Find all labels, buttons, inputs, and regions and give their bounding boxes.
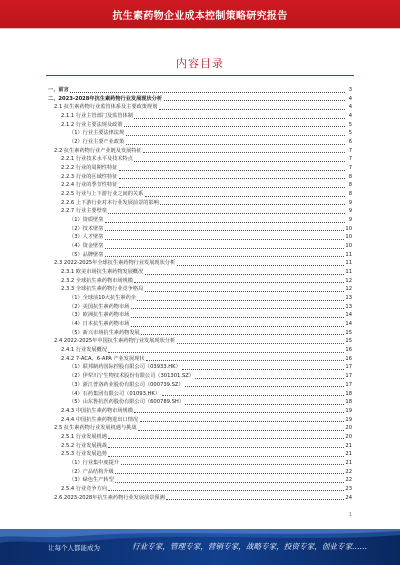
toc-entry[interactable] xyxy=(48,355,352,364)
dot-leader xyxy=(108,447,343,448)
toc-entry-title: 2.2.2 行业的周期性特征 xyxy=(61,165,118,172)
toc-entry-page: 21 xyxy=(345,459,352,466)
toc-entry-page: 18 xyxy=(345,390,352,397)
toc-entry[interactable] xyxy=(48,199,352,208)
toc-entry[interactable] xyxy=(48,181,352,190)
toc-entry-page: 13 xyxy=(345,303,352,310)
toc-entry-title: 2.3.3 全球抗生素药物行业竞争格局 xyxy=(61,286,144,293)
toc-entry-page: 11 xyxy=(345,269,352,276)
toc-entry-title: （1）联邦制药国际控股有限公司（03933.HK） xyxy=(69,364,181,371)
toc-entry[interactable] xyxy=(48,242,352,251)
toc-entry-page: 16 xyxy=(345,355,352,362)
toc-entry[interactable] xyxy=(48,121,352,130)
toc-entry-page: 19 xyxy=(345,407,352,414)
toc-entry[interactable] xyxy=(48,285,352,294)
toc-entry-title: 2.6 2023-2028年抗生素药物行业发展前景预测 xyxy=(54,494,165,501)
toc-entry-title: （1）全球前10大抗生素药企 xyxy=(69,295,136,302)
toc-entry-title: 2.2.7 行业主要壁垒 xyxy=(61,208,107,215)
dot-leader xyxy=(145,291,344,292)
footer-slogan: 行业专家，管理专家，营销专家，战略专家，投资专家，创业专家…… xyxy=(132,542,368,551)
dot-leader xyxy=(124,126,344,127)
dot-leader xyxy=(145,274,344,275)
toc-entry-page: 10 xyxy=(345,243,352,250)
toc-entry-page: 7 xyxy=(348,165,352,172)
toc-entry[interactable] xyxy=(48,190,352,199)
toc-entry-page: 15 xyxy=(345,329,352,336)
toc-entry[interactable] xyxy=(48,485,352,494)
toc-entry[interactable] xyxy=(48,468,352,477)
toc-entry-title: 2.2.3 行业的区域性特征 xyxy=(61,173,118,180)
toc-entry-title: （1）资质壁垒 xyxy=(69,217,104,224)
toc-entry[interactable] xyxy=(48,416,352,425)
toc-entry-page: 9 xyxy=(348,217,352,224)
dot-leader xyxy=(160,204,344,205)
toc-entry-title: 2.1.1 行业主管部门及监管体制 xyxy=(61,113,133,119)
toc-entry-title: （2）技术壁垒 xyxy=(69,225,104,232)
toc-entry[interactable] xyxy=(48,390,352,399)
report-title: 抗生素药物企业成本控制策略研究报告 xyxy=(112,10,288,22)
toc-entry[interactable] xyxy=(48,407,352,416)
toc-entry-title: 2.5 抗生素药物行业发展机遇与挑战 xyxy=(54,425,137,432)
toc-entry[interactable] xyxy=(48,95,352,104)
toc-heading: 内容目录 xyxy=(176,57,224,70)
toc-entry-title: 2.4.1 行业发展概况 xyxy=(61,347,107,354)
toc-entry[interactable] xyxy=(48,233,352,242)
toc-entry-page: 7 xyxy=(348,156,352,163)
dot-leader xyxy=(115,473,344,474)
toc-entry[interactable] xyxy=(48,433,352,442)
toc-entry-page: 23 xyxy=(345,485,352,492)
toc-entry-title: 2.2.6 上下游行业对本行业发展前景的影响 xyxy=(61,199,159,206)
dot-leader xyxy=(108,456,343,457)
toc-entry[interactable] xyxy=(48,277,352,286)
toc-entry[interactable] xyxy=(48,294,352,303)
toc-entry-title: （1）行业集中度提升 xyxy=(69,459,119,466)
dot-leader xyxy=(141,334,344,335)
toc-entry[interactable] xyxy=(48,329,352,338)
toc-entry-title: （3）绿色生产转型 xyxy=(69,477,114,484)
toc-entry-title: （5）品牌壁垒 xyxy=(69,251,104,258)
dot-leader xyxy=(105,248,344,249)
toc-entry-page: 20 xyxy=(345,433,352,440)
toc-entry[interactable] xyxy=(48,364,352,373)
toc-entry[interactable] xyxy=(48,311,352,320)
toc-entry-page: 17 xyxy=(345,381,352,388)
dot-leader xyxy=(108,438,343,439)
toc-entry-page: 11 xyxy=(345,260,352,267)
toc-entry-title: 2.1 抗生素药物行业监管体系及主要政策规划 xyxy=(54,104,158,111)
toc-entry-title: （5）山东鲁抗医药股份有限公司（600789.SH） xyxy=(69,399,184,406)
dot-leader xyxy=(121,464,344,465)
report-header xyxy=(0,0,400,28)
toc-entry-title: （4）日本抗生素药物市场 xyxy=(69,321,130,328)
toc-entry-page: 10 xyxy=(345,234,352,241)
toc-entry[interactable] xyxy=(48,251,352,260)
toc-entry-title: 一、前言 xyxy=(48,86,69,93)
toc-entry[interactable] xyxy=(48,372,352,381)
toc-entry-page: 7 xyxy=(348,147,352,154)
dot-leader xyxy=(137,300,343,301)
toc-entry[interactable] xyxy=(48,173,352,182)
toc-entry-title: 2.1.2 行业主要法规及政策 xyxy=(61,121,123,128)
toc-entry-title: 2.2.4 行业的季节性特征 xyxy=(61,182,118,189)
toc-entry-title: 2.3.2 全球抗生素药物市场规模 xyxy=(61,277,133,284)
toc-entry-page: 18 xyxy=(345,399,352,406)
toc-entry-page: 20 xyxy=(345,425,352,432)
toc-entry[interactable] xyxy=(48,129,352,138)
dot-leader xyxy=(119,170,345,171)
toc-entry[interactable] xyxy=(48,494,352,503)
toc-entry-title: 2.4.3 中国抗生素药物市场规模 xyxy=(61,407,133,414)
toc-entry[interactable] xyxy=(48,268,352,277)
toc-entry-page: 22 xyxy=(345,477,352,484)
toc-entry-title: （3）人才壁垒 xyxy=(69,234,104,241)
dot-leader xyxy=(134,282,343,283)
toc-entry-page: 13 xyxy=(345,295,352,302)
dot-leader xyxy=(177,265,344,266)
dot-leader xyxy=(159,109,345,110)
dot-leader xyxy=(195,378,343,379)
toc-entry-title: 2.3.1 欧美市场抗生素药物发展概况 xyxy=(61,269,144,276)
toc-entry[interactable] xyxy=(48,424,352,433)
toc-entry-title: （4）资金壁垒 xyxy=(69,243,104,250)
toc-entry-title: 2.3 2022-2025年全球抗生素药物行业发展现状分析 xyxy=(54,260,176,267)
toc-entry-page: 8 xyxy=(348,182,352,189)
toc-entry[interactable] xyxy=(48,459,352,468)
toc-entry-title: 2.4 2022-2025年中国抗生素药物行业发展现状分析 xyxy=(54,338,176,345)
dot-leader xyxy=(131,326,344,327)
toc-entry[interactable] xyxy=(48,259,352,268)
dot-leader xyxy=(146,360,344,361)
toc-entry-title: 2.2 抗生素药物行业产业链及发展特征 xyxy=(54,147,142,154)
toc-entry-page: 12 xyxy=(345,286,352,293)
dot-leader xyxy=(140,421,344,422)
toc-entry[interactable] xyxy=(48,346,352,355)
toc-entry-page: 4 xyxy=(348,104,352,111)
dot-leader xyxy=(138,430,344,431)
dot-leader xyxy=(182,369,344,370)
toc-entry-page: 17 xyxy=(345,364,352,371)
toc-entry[interactable] xyxy=(48,207,352,216)
toc-entry-page: 5 xyxy=(348,130,352,137)
toc-entry-title: （2）美国抗生素药物市场 xyxy=(69,303,130,310)
dot-leader xyxy=(134,412,343,413)
dot-leader xyxy=(126,144,345,145)
toc-entry-page: 10 xyxy=(345,225,352,232)
toc-entry-title: 2.5.4 行业竞争方向 xyxy=(61,485,107,492)
dot-leader xyxy=(164,100,345,101)
toc-entry-page: 14 xyxy=(345,321,352,328)
toc-entry-title: （2）产品结构升级 xyxy=(69,468,114,475)
toc-entry[interactable] xyxy=(48,103,352,112)
toc-entry-title: 2.5.2 行业发展挑战 xyxy=(61,442,107,449)
dot-leader xyxy=(134,161,344,162)
toc-entry-title: （5）新兴市场抗生素药物发展 xyxy=(69,329,140,336)
toc-entry-page: 8 xyxy=(348,173,352,180)
toc-entry-page: 9 xyxy=(348,199,352,206)
toc-entry[interactable] xyxy=(48,138,352,147)
toc-entry[interactable] xyxy=(48,155,352,164)
toc-entry[interactable] xyxy=(48,164,352,173)
toc-entry-title: （3）欧洲抗生素药物市场 xyxy=(69,312,130,319)
dot-leader xyxy=(126,135,345,136)
toc-divider xyxy=(46,75,354,76)
toc-entry-title: （4）石药集团有限公司（01093.HK） xyxy=(69,390,161,397)
toc-entry[interactable] xyxy=(48,450,352,459)
dot-leader xyxy=(119,178,345,179)
toc-entry[interactable] xyxy=(48,216,352,225)
toc-entry-page: 15 xyxy=(345,338,352,345)
toc-entry-title: 2.2.5 行业与上下游行业之间的关系 xyxy=(61,191,144,198)
toc-entry-page: 19 xyxy=(345,416,352,423)
toc-entry-page: 6 xyxy=(348,139,352,146)
toc-entry-title: 2.4.2 7-ACA、6-APA 产业发展现状 xyxy=(61,355,145,362)
toc-entry[interactable] xyxy=(48,303,352,312)
dot-leader xyxy=(108,490,343,491)
toc-entry[interactable] xyxy=(48,320,352,329)
toc-entry-page: 16 xyxy=(345,347,352,354)
toc-entry[interactable] xyxy=(48,112,352,121)
dot-leader xyxy=(105,222,345,223)
toc-list xyxy=(48,86,352,502)
dot-leader xyxy=(105,256,344,257)
footer-lead: 让每个人都能成为 xyxy=(48,544,100,552)
toc-entry-title: 2.5.1 行业发展机遇 xyxy=(61,433,107,440)
toc-entry-page: 11 xyxy=(345,251,352,258)
dot-leader xyxy=(166,499,344,500)
toc-entry[interactable] xyxy=(48,147,352,156)
toc-entry-page: 12 xyxy=(345,277,352,284)
dot-leader xyxy=(131,308,344,309)
toc-entry-page: 8 xyxy=(348,191,352,198)
toc-entry-title: 2.4.4 中国抗生素药物进出口情况 xyxy=(61,416,139,423)
toc-entry-title: （3）浙江普洛药业股份有限公司（000739.SZ） xyxy=(69,381,184,388)
dot-leader xyxy=(162,395,344,396)
toc-entry-page: 24 xyxy=(345,494,352,501)
toc-entry[interactable] xyxy=(48,225,352,234)
toc-entry-page: 21 xyxy=(345,442,352,449)
header-divider xyxy=(0,28,400,29)
toc-entry[interactable] xyxy=(48,86,352,95)
toc-entry-page: 4 xyxy=(348,95,352,102)
footer-banner xyxy=(0,529,400,565)
dot-leader xyxy=(70,92,344,93)
toc-entry[interactable] xyxy=(48,476,352,485)
toc-entry[interactable] xyxy=(48,442,352,451)
dot-leader xyxy=(143,152,344,153)
dot-leader xyxy=(105,230,344,231)
toc-entry-page: 14 xyxy=(345,312,352,319)
toc-entry-title: 2.2.1 行业技术水平及技术特点 xyxy=(61,156,133,163)
toc-entry-page: 5 xyxy=(348,121,352,128)
dot-leader xyxy=(131,317,344,318)
dot-leader xyxy=(185,386,344,387)
toc-entry-page: 21 xyxy=(345,451,352,458)
toc-entry-page: 3 xyxy=(348,86,352,93)
page-number: 1 xyxy=(348,512,352,518)
toc-entry[interactable] xyxy=(48,337,352,346)
toc-entry[interactable] xyxy=(48,398,352,407)
toc-entry-page: 22 xyxy=(345,468,352,475)
toc-entry-title: 2.5.3 行业发展趋势 xyxy=(61,451,107,458)
toc-entry-page: 4 xyxy=(348,113,352,119)
dot-leader xyxy=(145,196,345,197)
dot-leader xyxy=(134,118,344,119)
toc-entry-title: 二、2023-2028年抗生素药物行业发展现状分析 xyxy=(48,95,163,102)
toc-entry[interactable] xyxy=(48,381,352,390)
toc-entry-page: 17 xyxy=(345,373,352,380)
dot-leader xyxy=(108,352,343,353)
dot-leader xyxy=(185,404,343,405)
dot-leader xyxy=(105,239,344,240)
dot-leader xyxy=(115,482,344,483)
toc-entry-title: （1）行业主要法律法规 xyxy=(69,130,125,137)
toc-entry-title: （2）行业主要产业政策 xyxy=(69,139,125,146)
dot-leader xyxy=(119,187,345,188)
toc-entry-page: 9 xyxy=(348,208,352,215)
dot-leader xyxy=(108,213,344,214)
toc-entry-title: （2）伊犁川宁生物技术股份有限公司（301301.SZ） xyxy=(69,373,194,380)
dot-leader xyxy=(177,343,344,344)
